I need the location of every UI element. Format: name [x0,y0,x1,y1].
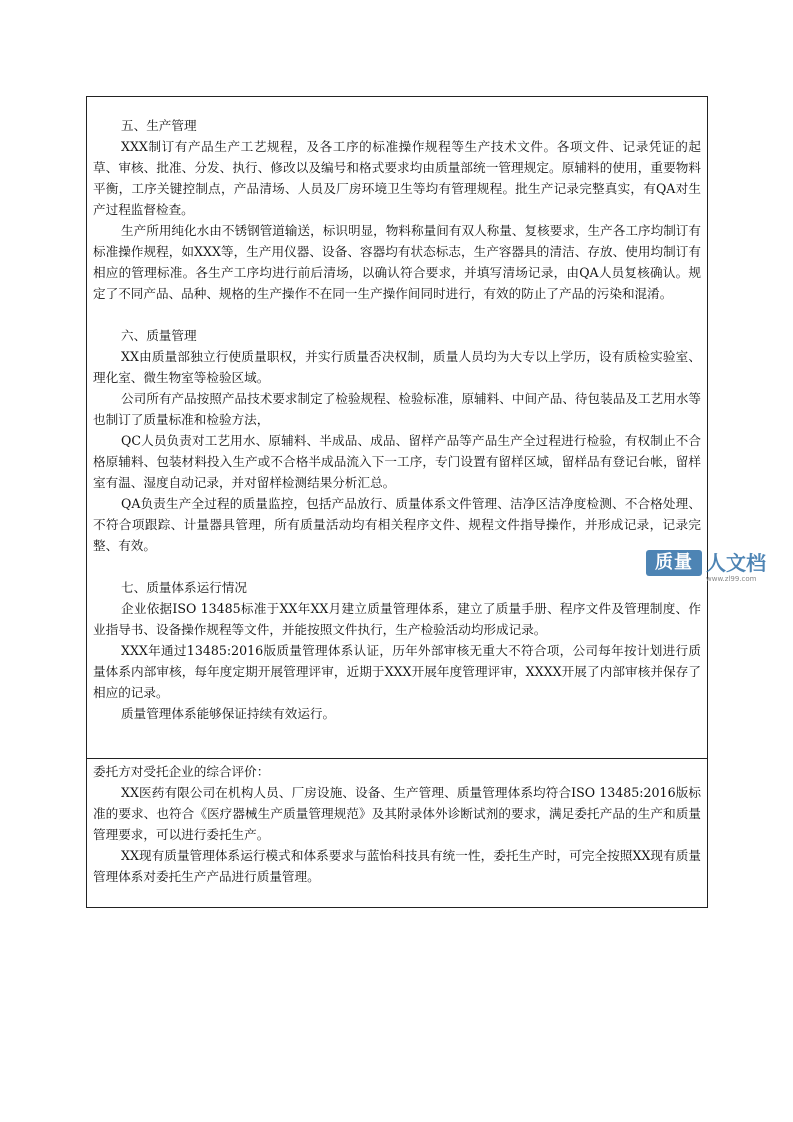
quality-paragraph-3: QC人员负责对工艺用水、原辅料、半成品、成品、留样产品等产品生产全过程进行检验，有权制止不合格原辅料、包装材料投入生产或不合格半成品流入下一工序，专门设置有留样区域，留样品有登记台帐，留样室有温、湿度自动记录，并对留样检测结果分析汇总。 [93,433,701,490]
evaluation-paragraph-1: XX医药有限公司在机构人员、厂房设施、设备、生产管理、质量管理体系均符合ISO 13485:2016版标准的要求、也符合《医疗器械生产质量管理规范》及其附录体外诊断试剂的要求，满足委托产品的生产和质量管理要求，可以进行委托生产。 [93,785,701,842]
evaluation-cell [87,759,707,909]
evaluation-paragraph-2: XX现有质量管理体系运行模式和体系要求与蓝怡科技具有统一性，委托生产时，可完全按照XX现有质量管理体系对委托生产产品进行质量管理。 [93,848,701,884]
watermark-url: www.zl99.com [706,575,757,583]
section-heading-production: 五、生产管理 [121,118,197,133]
watermark-text: 人文档 [706,551,766,575]
qms-paragraph-2: XXX年通过13485:2016版质量管理体系认证，历年外部审核无重大不符合项，公司每年按计划进行质量体系内部审核，每年度定期开展管理评审，近期于XXX开展年度管理评审，XXXX开展了内部审核并保存了相应的记录。 [93,643,701,700]
quality-paragraph-1: XX由质量部独立行使质量职权，并实行质量否决权制，质量人员均为大专以上学历，设有质检实验室、理化室、微生物室等检验区域。 [93,349,701,385]
section-heading-qms: 七、质量体系运行情况 [121,580,247,595]
watermark-logo [646,548,784,586]
section-heading-quality: 六、质量管理 [121,328,197,343]
qms-paragraph-3: 质量管理体系能够保证持续有效运行。 [121,706,336,721]
production-paragraph-2: 生产所用纯化水由不锈钢管道输送，标识明显，物料称量间有双人称量、复核要求，生产各工序均制订有标准操作规程，如XXX等，生产用仪器、设备、容器均有状态标志，生产容器具的清洁、存放、使用均制订有相应的管理标准。各生产工序均进行前后清场，以确认符合要求，并填写清场记录，由QA人员复核确认。规定了不同产品、品种、规格的生产操作不在同一生产操作间同时进行，有效的防止了产品的污染和混淆。 [93,223,701,301]
quality-paragraph-4: QA负责生产全过程的质量监控，包括产品放行、质量体系文件管理、洁净区洁净度检测、不合格处理、不符合项跟踪、计量器具管理，所有质量活动均有相关程序文件、规程文件指导操作，并形成记录，记录完整、有效。 [93,496,701,553]
document-table [86,96,708,908]
evaluation-title: 委托方对受托企业的综合评价： [93,764,270,779]
qms-paragraph-1: 企业依据ISO 13485标准于XX年XX月建立质量管理体系，建立了质量手册、程序文件及管理制度、作业指导书、设备操作规程等文件，并能按照文件执行，生产检验活动均形成记录。 [93,601,701,637]
watermark-badge: 质量 [646,550,702,576]
management-content-cell [87,97,707,759]
quality-paragraph-2: 公司所有产品按照产品技术要求制定了检验规程、检验标准，原辅料、中间产品、待包装品及工艺用水等也制订了质量标准和检验方法， [93,391,701,427]
production-paragraph-1: XXX制订有产品生产工艺规程，及各工序的标准操作规程等生产技术文件。各项文件、记录凭证的起草、审核、批准、分发、执行、修改以及编号和格式要求均由质量部统一管理规定。原辅料的使用，重要物料平衡，工序关键控制点，产品清场、人员及厂房环境卫生等均有管理规程。批生产记录完整真实，有QA对生产过程监督检查。 [93,139,701,217]
